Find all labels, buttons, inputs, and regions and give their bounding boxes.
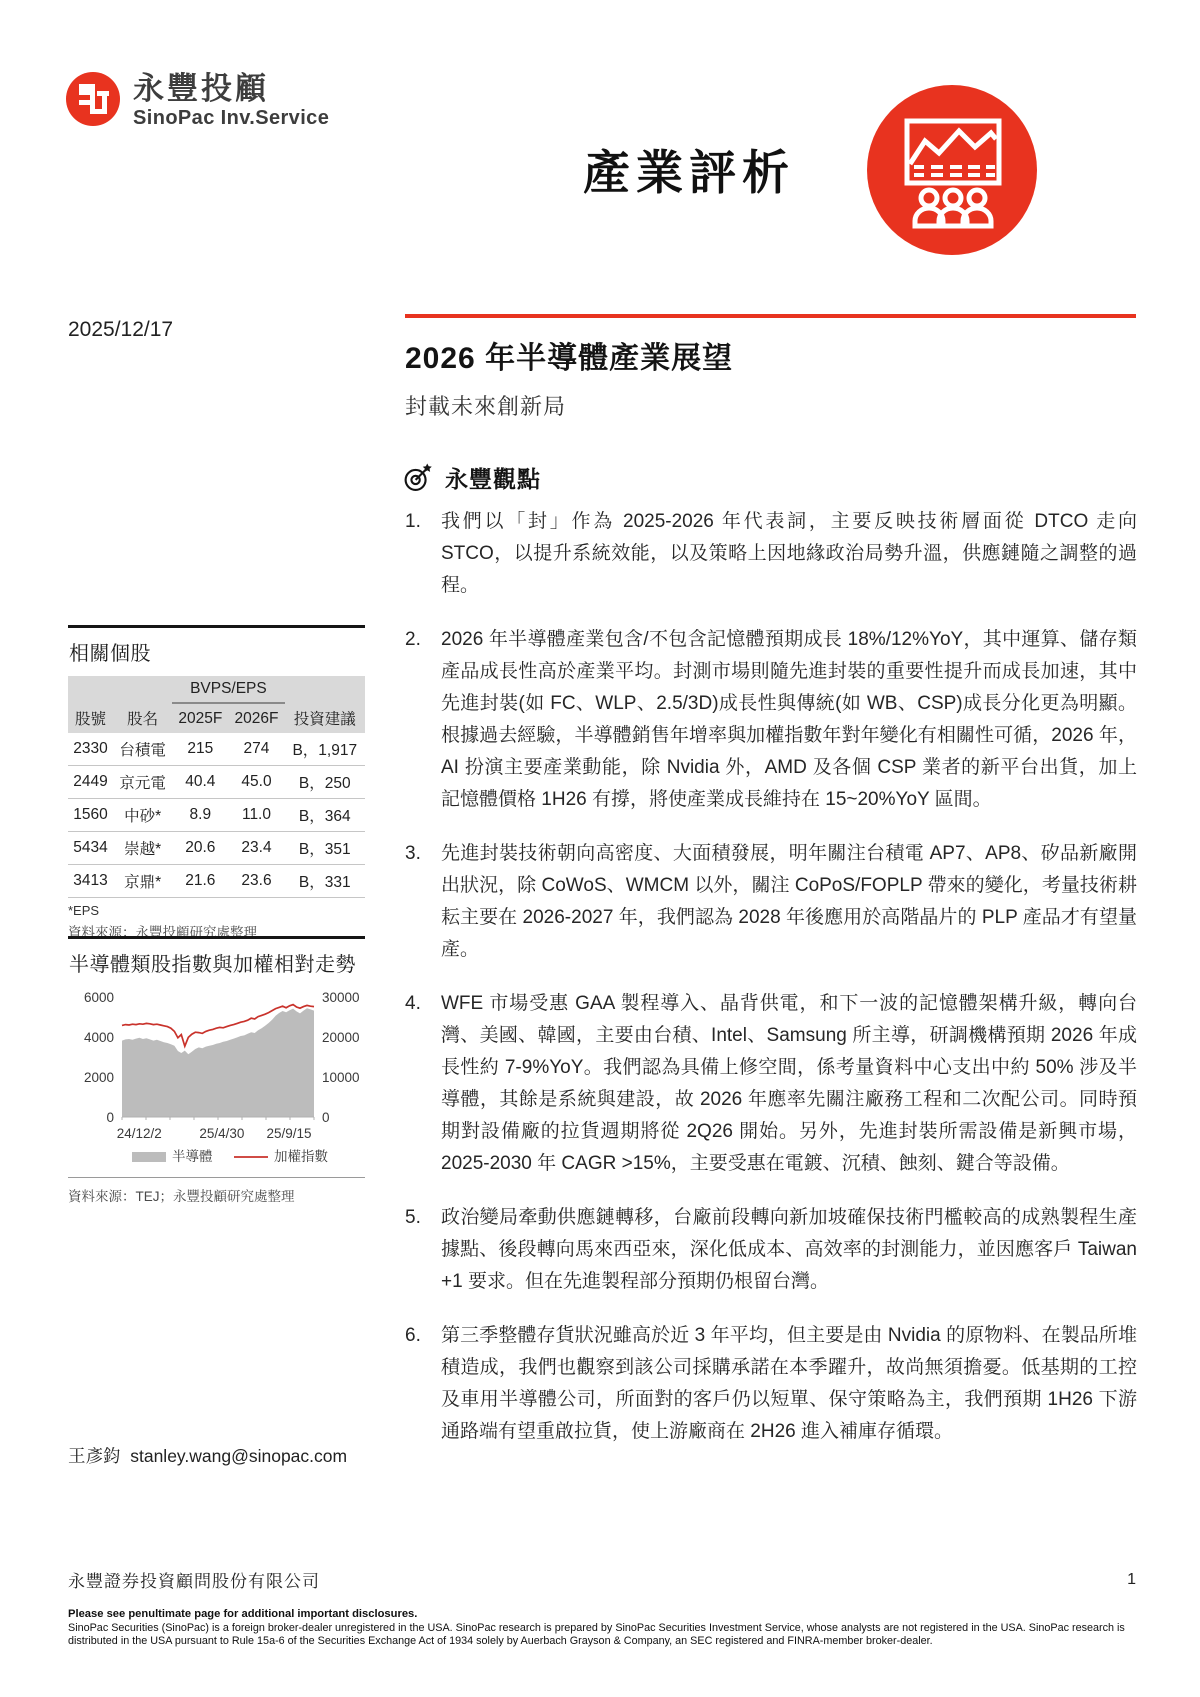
viewpoint-text: 我們以「封」作為 2025-2026 年代表詞，主要反映技術層面從 DTCO 走向 STCO，以提升系統效能，以及策略上因地緣政治局勢升溫，供應鏈隨之調整的過程。 bbox=[441, 511, 1137, 596]
table-cell: B，331 bbox=[285, 865, 365, 898]
right-axis-label: 0 bbox=[322, 1110, 330, 1125]
disclosure-bold-line: Please see penultimate page for additional important disclosures. bbox=[68, 1608, 418, 1620]
viewpoint-section-title: 永豐觀點 bbox=[445, 466, 541, 492]
brand-name-cn: 永豐投顧 bbox=[133, 71, 269, 106]
viewpoint-number: 6. bbox=[405, 1325, 421, 1346]
report-type-title: 產業評析 bbox=[583, 146, 795, 199]
table-cell: 23.6 bbox=[228, 865, 284, 898]
right-axis-label: 20000 bbox=[322, 1030, 360, 1045]
left-axis-label: 2000 bbox=[83, 1070, 114, 1085]
table-cell: 11.0 bbox=[228, 799, 284, 832]
analyst-line bbox=[68, 1443, 347, 1468]
table-row bbox=[68, 865, 365, 898]
table-cell: B，250 bbox=[285, 766, 365, 799]
table-cell: 215 bbox=[172, 733, 228, 766]
stocks-table bbox=[68, 676, 365, 898]
trend-chart-panel bbox=[68, 936, 365, 1205]
related-stocks-panel bbox=[68, 625, 365, 941]
viewpoint-number: 4. bbox=[405, 993, 421, 1014]
x-axis-label: 24/12/2 bbox=[116, 1126, 162, 1141]
analyst-name: 王彥鈞 bbox=[68, 1446, 121, 1466]
viewpoint-item bbox=[405, 624, 1137, 816]
stocks-table-title: 相關個股 bbox=[69, 643, 151, 665]
sinopac-logo-icon bbox=[66, 72, 120, 126]
semiconductor-trend-chart bbox=[68, 987, 365, 1175]
report-date: 2025/12/17 bbox=[68, 318, 174, 341]
chart-source: 資料來源：TEJ；永豐投顧研究處整理 bbox=[68, 1189, 295, 1204]
right-axis-label: 30000 bbox=[322, 990, 360, 1005]
viewpoint-item bbox=[405, 1202, 1137, 1298]
table-cell: 8.9 bbox=[172, 799, 228, 832]
viewpoint-number: 1. bbox=[405, 511, 421, 532]
viewpoint-text: WFE 市場受惠 GAA 製程導入、晶背供電，和下一波的記憶體架構升級，轉向台灣、美國、韓國，主要由台積、Intel、Samsung 所主導，研調機構預期 2026 年成長性約 7-9%YoY。我們認為具備上修空間，係考量資料中心支出中約 50% 涉及半導體，其餘是系統與建設，故 2026 年應率先關注廠務工程和二次配公司。同時預期對設備廠的拉貨週期將從 2Q26 開始。另外，先進封裝所需設備是新興市場，2025-2030 年 CAGR >15%，主要受惠在電鍍、沉積、蝕刻、鍵合等設備。 bbox=[441, 993, 1137, 1174]
red-divider bbox=[405, 314, 1136, 318]
table-cell: 21.6 bbox=[172, 865, 228, 898]
table-cell: 3413 bbox=[68, 865, 113, 898]
table-cell: 2449 bbox=[68, 766, 113, 799]
viewpoint-item bbox=[405, 988, 1137, 1180]
legend-label-semiconductor: 半導體 bbox=[172, 1149, 213, 1164]
table-row bbox=[68, 733, 365, 766]
table-row bbox=[68, 799, 365, 832]
legend-area-swatch bbox=[132, 1152, 166, 1162]
viewpoint-text: 2026 年半導體產業包含/不包含記憶體預期成長 18%/12%YoY，其中運算、儲存類產品成長性高於產業平均。封測市場則隨先進封裝的重要性提升而成長加速，其中先進封裝(如 FC、WLP、2.5/3D)成長性與傳統(如 WB、CSP)成長分化更為明顯。根據過去經驗，半導體銷售年增率與加權指數年對年變化有相關性可循，2026 年，AI 扮演主要產業動能，除 Nvidia 外，AMD 及各個 CSP 業者的新平台出貨，加上記憶體價格 1H26 有撐，將使產業成長維持在 15~20%YoY 區間。 bbox=[441, 629, 1137, 810]
table-cell: 23.4 bbox=[228, 832, 284, 865]
page-subtitle: 封載未來創新局 bbox=[405, 394, 567, 419]
table-cell: 京元電 bbox=[113, 766, 172, 799]
left-axis-label: 4000 bbox=[83, 1030, 114, 1045]
table-cell: 中砂* bbox=[113, 799, 172, 832]
table-cell: 5434 bbox=[68, 832, 113, 865]
x-axis-label: 25/9/15 bbox=[266, 1126, 312, 1141]
viewpoint-text: 第三季整體存貨狀況雖高於近 3 年平均，但主要是由 Nvidia 的原物料、在製品所堆積造成，我們也觀察到該公司採購承諾在本季躍升，故尚無須擔憂。低基期的工控及車用半導體公司，所面對的客戶仍以短單、保守策略為主，我們預期 1H26 下游通路端有望重啟拉貨，使上游廠商在 2H26 進入補庫存循環。 bbox=[441, 1325, 1137, 1442]
analyst-email[interactable]: stanley.wang@sinopac.com bbox=[130, 1446, 348, 1466]
table-cell: 2330 bbox=[68, 733, 113, 766]
brand-block bbox=[66, 72, 329, 130]
left-axis-label: 6000 bbox=[83, 990, 114, 1005]
viewpoint-number: 5. bbox=[405, 1207, 421, 1228]
stocks-column-header: 股名 bbox=[127, 711, 159, 728]
disclosure-text: SinoPac Securities (SinoPac) is a foreign broker-dealer unregistered in the USA. SinoPac research is prepared by SinoPac Securities Investment Service, whose analysts are not registered in the USA. SinoPac research is distributed in the USA pursuant to Rule 15a-6 of the Securities Exchange Act of 1934 solely by Auerbach Grayson & Company, an SEC registered and FINRA-member broker-dealer. bbox=[68, 1621, 1125, 1647]
table-row bbox=[68, 766, 365, 799]
chart-title: 半導體類股指數與加權相對走勢 bbox=[69, 954, 356, 976]
stocks-column-header: 股號 bbox=[75, 711, 107, 728]
stocks-group-header-row bbox=[68, 676, 365, 703]
table-source: 資料來源：永豐投顧研究處整理 bbox=[68, 925, 257, 940]
viewpoint-number: 3. bbox=[405, 843, 421, 864]
viewpoint-list bbox=[405, 506, 1137, 1470]
table-cell: 台積電 bbox=[113, 733, 172, 766]
table-cell: B，364 bbox=[285, 799, 365, 832]
presentation-chart-people-icon bbox=[867, 85, 1037, 255]
table-cell: 20.6 bbox=[172, 832, 228, 865]
viewpoint-number: 2. bbox=[405, 629, 421, 650]
left-axis-label: 0 bbox=[106, 1110, 114, 1125]
right-axis-label: 10000 bbox=[322, 1070, 360, 1085]
page-number: 1 bbox=[1127, 1571, 1136, 1588]
viewpoint-text: 先進封裝技術朝向高密度、大面積發展，明年關注台積電 AP7、AP8、矽品新廠開出狀況，除 CoWoS、WMCM 以外，關注 CoPoS/FOPLP 帶來的變化，考量技術耕耘主要在 2026-2027 年，我們認為 2028 年後應用於高階晶片的 PLP 產品才有望量產。 bbox=[441, 843, 1137, 960]
table-cell: B，1,917 bbox=[285, 733, 365, 766]
x-axis-label: 25/4/30 bbox=[199, 1126, 245, 1141]
brand-name-en: SinoPac Inv.Service bbox=[133, 106, 330, 129]
empty-cell bbox=[68, 676, 172, 703]
footer-disclosure bbox=[68, 1608, 1138, 1649]
stocks-column-header: 投資建議 bbox=[293, 711, 356, 728]
table-cell: 45.0 bbox=[228, 766, 284, 799]
table-cell: B，351 bbox=[285, 832, 365, 865]
viewpoint-item bbox=[405, 506, 1137, 602]
stocks-column-header: 2026F bbox=[234, 709, 279, 727]
viewpoint-section-header bbox=[403, 461, 541, 494]
legend-label-weighted-index: 加權指數 bbox=[274, 1149, 328, 1164]
stocks-column-header: 2025F bbox=[178, 709, 223, 727]
table-cell: 1560 bbox=[68, 799, 113, 832]
table-footnote: *EPS bbox=[68, 903, 100, 918]
stocks-column-header-row bbox=[68, 703, 365, 733]
bvps-eps-group-header: BVPS/EPS bbox=[172, 676, 284, 703]
table-cell: 京鼎* bbox=[113, 865, 172, 898]
table-row bbox=[68, 832, 365, 865]
table-cell: 40.4 bbox=[172, 766, 228, 799]
chart-divider bbox=[68, 1177, 365, 1178]
viewpoint-text: 政治變局牽動供應鏈轉移，台廠前段轉向新加坡確保技術門檻較高的成熟製程生產據點、後段轉向馬來西亞來，深化低成本、高效率的封測能力，並因應客戶 Taiwan +1 要求。但在先進製程部分預期仍根留台灣。 bbox=[441, 1207, 1137, 1292]
table-cell: 274 bbox=[228, 733, 284, 766]
viewpoint-item bbox=[405, 1320, 1137, 1448]
footer-company-name: 永豐證券投資顧問股份有限公司 bbox=[68, 1572, 320, 1591]
empty-cell bbox=[285, 676, 365, 703]
viewpoint-item bbox=[405, 838, 1137, 966]
table-cell: 崇越* bbox=[113, 832, 172, 865]
dart-target-icon bbox=[403, 462, 434, 493]
page-title: 2026 年半導體產業展望 bbox=[405, 342, 734, 375]
